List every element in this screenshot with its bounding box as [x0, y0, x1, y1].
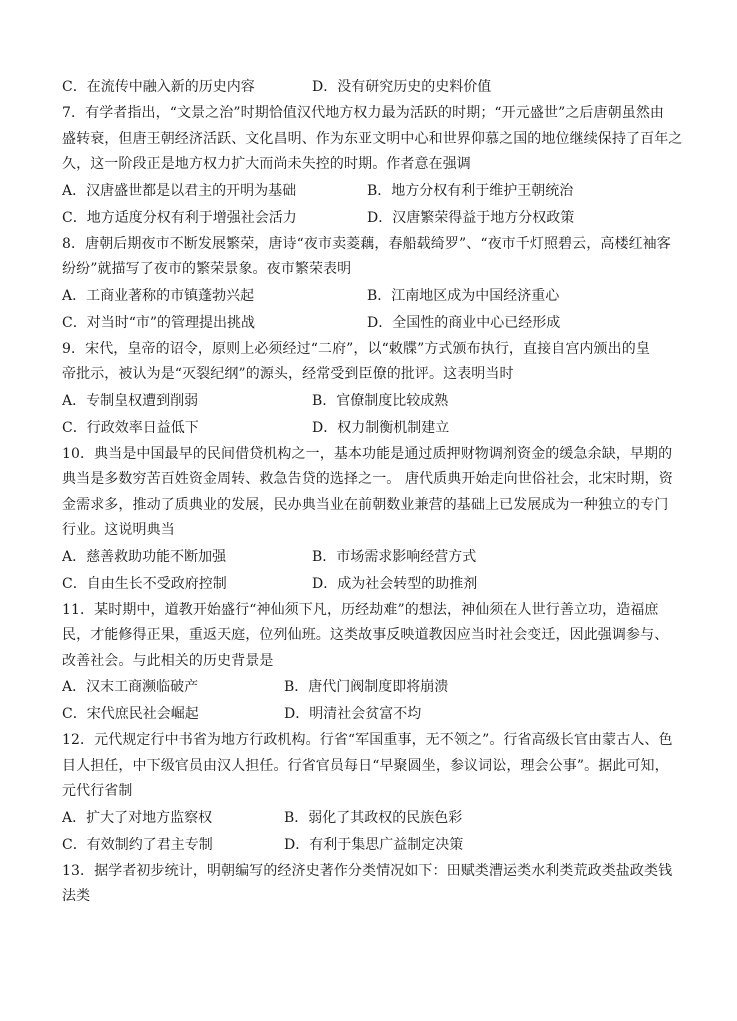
q9-option-a: A．专制皇权遭到削弱: [62, 392, 199, 409]
q10-options-row-cd: [62, 571, 682, 598]
q10-stem-line-1: 10．典当是中国最早的民间借贷机构之一，基本功能是通过质押财物调剂资金的缓急余缺，早期的: [62, 445, 673, 462]
q12-option-b: B．弱化了其政权的民族色彩: [284, 809, 463, 826]
q11-option-b: B．唐代门阀制度即将崩溃: [284, 679, 449, 695]
q11-option-c: C．宋代庶民社会崛起: [62, 706, 199, 722]
q9-option-c: C．行政效率日益低下: [62, 419, 199, 436]
q11-options-row-cd: [62, 701, 682, 728]
q11-stem-line-3: 改善社会。与此相关的历史背景是: [62, 652, 274, 669]
q8-option-a: A．工商业著称的市镇蓬勃兴起: [62, 287, 255, 304]
q10-stem-line-4: 行业。这说明典当: [62, 522, 175, 538]
q10-options-row-ab: [62, 544, 682, 571]
q7-options-row-ab: [62, 178, 682, 205]
q10-option-b: B．市场需求影响经营方式: [312, 548, 477, 565]
q9-options-row-cd: [62, 415, 682, 442]
q12-stem-line-3: 元代行省制: [62, 783, 133, 799]
q7-options-row-cd: [62, 205, 682, 232]
q6-options-row-cd: [62, 74, 682, 101]
q13-stem-line-1: 13．据学者初步统计，明朝编写的经济史著作分类情况如下：田赋类漕运类水利类荒政类盐政类钱: [62, 862, 673, 879]
document-page: [62, 74, 682, 910]
q9-option-d: D．权力制衡机制建立: [312, 419, 450, 436]
q7-option-b: B．地方分权有利于维护王朝统治: [367, 182, 574, 199]
q11-stem-line-1: 11．某时期中，道教开始盛行“神仙须下凡，历经劫难”的想法，神仙须在人世行善立功，造福庶: [62, 601, 659, 618]
q8-option-c: C．对当时“市”的管理提出挑战: [62, 314, 256, 331]
q9-options-row-ab: [62, 388, 682, 415]
q10-option-d: D．成为社会转型的助推剂: [312, 575, 478, 592]
q7-option-c: C．地方适度分权有利于增强社会活力: [62, 209, 297, 226]
q9-option-b: B．官僚制度比较成熟: [312, 392, 449, 409]
q11-options-row-ab: [62, 674, 682, 701]
q10-option-a: A．慈善救助功能不断加强: [62, 548, 227, 565]
q11-option-d: D．明清社会贫富不均: [284, 706, 422, 722]
q7-stem-line-1: 7．有学者指出，“文景之治”时期恰值汉代地方权力最为活跃的时期；“开元盛世”之后唐朝虽然由: [62, 105, 665, 121]
q10-stem-line-3: 金需求多，推动了质典业的发展，民办典当业在前朝数业兼营的基础上已发展成为一种独立的专门: [62, 496, 669, 513]
q7-option-d: D．汉唐繁荣得益于地方分权政策: [367, 209, 575, 226]
q7-stem-line-3: 久，这一阶段正是地方权力扩大而尚未失控的时期。作者意在强调: [62, 156, 471, 172]
q8-options-row-cd: [62, 310, 682, 337]
q13-stem-line-2: 法类: [62, 888, 91, 904]
q9-stem-line-1: 9．宋代，皇帝的诏令，原则上必须经过“二府”，以“敕牒”方式颁布执行，直接自宫内颁出的皇: [62, 340, 650, 357]
q11-option-a: A．汉末工商濒临破产: [62, 679, 199, 695]
q7-stem-line-2: 盛转衰，但唐王朝经济活跃、文化昌明、作为东亚文明中心和世界仰慕之国的地位继续保持了百年之: [62, 130, 682, 147]
q8-option-b: B．江南地区成为中国经济重心: [367, 287, 560, 304]
q12-stem-line-2: 目人担任，中下级官员由汉人担任。行省官员每日“早聚圆坐，参议词讼，理会公事”。据此可知，: [62, 757, 669, 774]
q8-option-d: D．全国性的商业中心已经形成: [367, 314, 561, 331]
q11-stem-line-2: 民，才能修得正果，重返天庭，位列仙班。这类故事反映道教因应当时社会变迁，因此强调参与、: [62, 627, 669, 643]
q6-option-d: D．没有研究历史的史料价值: [312, 79, 492, 95]
q10-option-c: C．自由生长不受政府控制: [62, 575, 227, 592]
q12-options-row-cd: [62, 832, 682, 859]
q12-option-d: D．有利于集思广益制定决策: [284, 836, 464, 853]
q9-stem-line-2: 帝批示，被认为是“灭裂纪纲”的源头，经常受到臣僚的批评。这表明当时: [62, 366, 514, 382]
q8-options-row-ab: [62, 283, 682, 310]
q8-stem-line-1: 8．唐朝后期夜市不断发展繁荣，唐诗“夜市卖菱藕，春船载绮罗”、“夜市千灯照碧云，高楼红袖客: [62, 235, 671, 252]
q12-options-row-ab: [62, 805, 682, 832]
q8-stem-line-2: 纷纷”就描写了夜市的繁荣景象。夜市繁荣表明: [62, 261, 352, 277]
q6-option-c: C．在流传中融入新的历史内容: [62, 79, 255, 95]
q12-option-c: C．有效制约了君主专制: [62, 836, 213, 853]
q7-option-a: A．汉唐盛世都是以君主的开明为基础: [62, 182, 297, 199]
q10-stem-line-2: 典当是多数穷苦百姓资金周转、救急告贷的选择之一。 唐代质典开始走向世俗社会，北宋时期，资: [62, 471, 673, 487]
q12-option-a: A．扩大了对地方监察权: [62, 809, 213, 826]
q12-stem-line-1: 12．元代规定行中书省为地方行政机构。行省“军国重事，无不领之”。行省高级长官由蒙古人、色: [62, 732, 673, 748]
